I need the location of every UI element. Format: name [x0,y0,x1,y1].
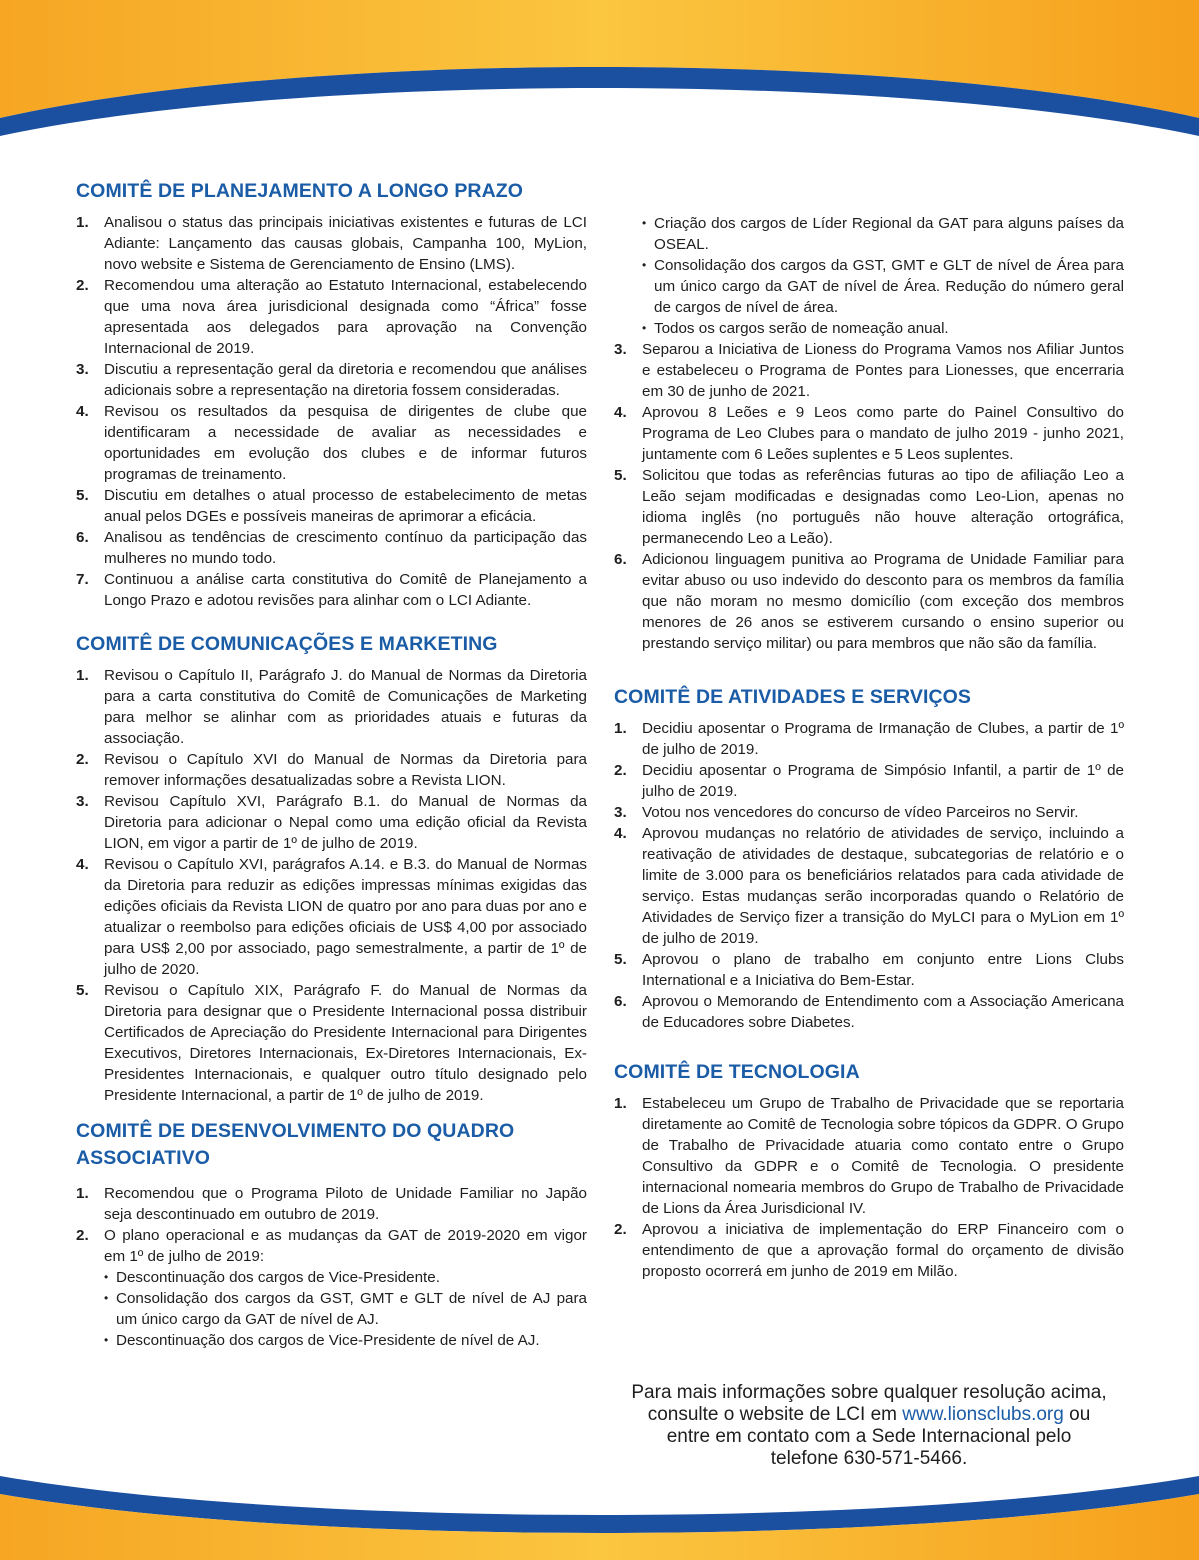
list-item [614,549,1124,654]
item-text: Decidiu aposentar o Programa de Irmanação de Clubes, a partir de 1º de julho de 2019. [642,720,1124,758]
item-number: 3. [76,793,89,810]
item-text: Recomendou que o Programa Piloto de Unidade Familiar no Japão seja descontinuado em outubro de 2019. [104,1185,587,1223]
item-text: Estabeleceu um Grupo de Trabalho de Privacidade que se reportaria diretamente ao Comitê de Tecnologia sobre tópicos da GDPR. O Grupo de Trabalho de Privacidade atuaria como contato entre o Grupo Consultivo da GDPR e o Comitê de Tecnologia. O presidente internacional nomearia membros do Grupo de Trabalho de Privacidade de Lions da Área Jurisdicional IV. [642,1095,1124,1217]
list-item [614,949,1124,991]
contact-line: Para mais informações sobre qualquer resolução acima, [631,1382,1107,1403]
list-item [76,212,587,275]
item-text: Recomendou uma alteração ao Estatuto Internacional, estabelecendo que uma nova área jurisdicional designada como “África” fosse apresentada aos delegados para aprovação na Convenção Internacional de 2019. [104,277,587,357]
item-number: 7. [76,571,89,588]
bullet-item: • Consolidação dos cargos da GST, GMT e GLT de nível de AJ para um único cargo da GAT de nível de AJ. [104,1288,587,1330]
bullet-item: • Criação dos cargos de Líder Regional da GAT para alguns países da OSEAL. [642,213,1124,255]
quadro-list [76,1183,587,1351]
item-number: 4. [76,856,89,873]
item-number: 5. [76,487,89,504]
item-number: 3. [614,804,627,821]
bullet-item: • Descontinuação dos cargos de Vice-Presidente. [104,1267,587,1288]
contact-text: consulte o website de LCI em [647,1404,903,1425]
item-number: 2. [76,751,89,768]
item-text: Analisou as tendências de crescimento contínuo da participação das mulheres no mundo todo. [104,529,587,567]
section-title-quadro: COMITÊ DE DESENVOLVIMENTO DO QUADRO ASSOCIATIVO [76,1120,515,1169]
list-item [76,1183,587,1225]
item-number: 2. [76,277,89,294]
item-text: Votou nos vencedores do concurso de vídeo Parceiros no Servir. [642,804,1079,821]
item-number: 4. [76,403,89,420]
item-text: Revisou Capítulo XVI, Parágrafo B.1. do Manual de Normas da Diretoria para adicionar o Nepal como uma edição oficial da Revista LION, em vigor a partir de 1º de julho de 2019. [104,793,587,852]
list-item [76,791,587,854]
item-text: Adicionou linguagem punitiva ao Programa de Unidade Familiar para evitar abuso ou uso indevido do desconto para os membros da família que não moram no mesmo domicílio (com exceção dos membros menores de 26 anos se estiverem cursando o ensino superior ou prestando serviço militar) ou para membros que não são da família. [642,551,1124,652]
quadro-bullets-left [104,1267,587,1351]
list-item [76,359,587,401]
list-item [614,1093,1124,1219]
list-item [614,1219,1124,1282]
item-text: Revisou os resultados da pesquisa de dirigentes de clube que identificaram a necessidade de avaliar as necessidades e oportunidades em evolução dos clubes e de informar futuros programas de treinamento. [104,403,587,483]
right-column [614,213,1124,1282]
item-text: Revisou o Capítulo II, Parágrafo J. do Manual de Normas da Diretoria para a carta constitutiva do Comitê de Comunicações de Marketing para melhor se alinhar com as prioridades atuais e futuras da associação. [104,667,587,747]
list-item [614,402,1124,465]
item-text: Aprovou o plano de trabalho em conjunto entre Lions Clubs International e a Iniciativa do Bem-Estar. [642,951,1124,989]
list-item [76,980,587,1106]
contact-line [614,1404,1124,1426]
bullet-item: • Todos os cargos serão de nomeação anual. [642,318,1124,339]
item-text: Aprovou mudanças no relatório de atividades de serviço, incluindo a reativação de atividades de destaque, subcategorias de relatório e o limite de 3.000 para os beneficiários relatados para cada atividade de serviço. Estas mudanças serão incorporadas quando o Relatório de Atividades de Serviço fizer a transição do MyLCI para o MyLion em 1º de julho de 2019. [642,825,1124,947]
item-number: 2. [614,1221,627,1238]
item-number: 1. [76,667,89,684]
list-item [76,401,587,485]
item-text: Decidiu aposentar o Programa de Simpósio Infantil, a partir de 1º de julho de 2019. [642,762,1124,800]
item-number: 6. [614,551,627,568]
item-text: Continuou a análise carta constitutiva do Comitê de Planejamento a Longo Prazo e adotou revisões para alinhar com o LCI Adiante. [104,571,587,609]
left-column [76,178,587,1351]
item-number: 5. [614,467,627,484]
tecnologia-list [614,1093,1124,1282]
item-number: 5. [614,951,627,968]
list-item [614,718,1124,760]
list-item [76,527,587,569]
item-number: 2. [76,1227,89,1244]
website-link[interactable]: www.lionsclubs.org [902,1404,1064,1425]
comunicacoes-list [76,665,587,1106]
contact-line: entre em contato com a Sede Internacional pelo [666,1426,1072,1447]
item-number: 1. [614,1095,627,1112]
item-number: 3. [76,361,89,378]
item-text: Separou a Iniciativa de Lioness do Programa Vamos nos Afiliar Juntos e estabeleceu o Programa de Pontes para Lionesses, que encerraria em 30 de junho de 2021. [642,341,1124,400]
list-item [76,749,587,791]
list-item [614,339,1124,402]
item-number: 4. [614,404,627,421]
bottom-decorative-band [0,1450,1199,1560]
item-text: Aprovou a iniciativa de implementação do ERP Financeiro com o entendimento de que a aprovação formal do orçamento de divisão proposto ocorrerá em junho de 2019 em Milão. [642,1221,1124,1280]
item-number: 4. [614,825,627,842]
list-item [614,823,1124,949]
item-text: O plano operacional e as mudanças da GAT de 2019-2020 em vigor em 1º de julho de 2019: [104,1227,587,1265]
atividades-list [614,718,1124,1033]
list-item [76,854,587,980]
list-item [76,1225,587,1351]
list-item [614,802,1124,823]
item-text: Discutiu a representação geral da diretoria e recomendou que análises adicionais sobre a representação na diretoria fossem consideradas. [104,361,587,399]
item-text: Solicitou que todas as referências futuras ao tipo de afiliação Leo a Leão sejam modificadas e designadas como Leo-Lion, apenas no idioma inglês (no português não houve alteração ortográfica, permanecendo Leo a Leão). [642,467,1124,547]
list-item [76,569,587,611]
quadro-list-continued [614,339,1124,654]
contact-line: telefone 630-571-5466. [770,1448,968,1469]
bullet-item: • Consolidação dos cargos da GST, GMT e GLT de nível de Área para um único cargo da GAT de nível de Área. Redução do número geral de cargos de nível de área. [642,255,1124,318]
item-text: Analisou o status das principais iniciativas existentes e futuras de LCI Adiante: Lançamento das causas globais, Campanha 100, MyLion, novo website e Sistema de Gerenciamento de Ensino (LMS). [104,214,587,273]
longo-prazo-list [76,212,587,611]
item-number: 1. [76,1185,89,1202]
item-number: 5. [76,982,89,999]
item-number: 3. [614,341,627,358]
list-item [614,991,1124,1033]
list-item [76,275,587,359]
item-text: Revisou o Capítulo XIX, Parágrafo F. do Manual de Normas da Diretoria para designar que o Presidente Internacional possa distribuir Certificados de Apreciação do Presidente Internacional para Dirigentes Executivos, Diretores Internacionais, Ex-Diretores Internacionais, Ex-Presidentes Internacionais, e qualquer outro título designado pelo Presidente Internacional, a partir de 1º de julho de 2019. [104,982,587,1104]
section-title-tecnologia: COMITÊ DE TECNOLOGIA [614,1061,860,1083]
item-number: 1. [76,214,89,231]
item-text: Revisou o Capítulo XVI, parágrafos A.14. e B.3. do Manual de Normas da Diretoria para reduzir as edições impressas mínimas exigidas das edições oficiais da Revista LION de quatro por ano para duas por ano e atualizar o reembolso para edições oficiais de US$ 4,00 por associado para US$ 2,00 por associado, pago semestralmente, a partir de 1º de julho de 2020. [104,856,587,978]
bullet-item: • Descontinuação dos cargos de Vice-Presidente de nível de AJ. [104,1330,587,1351]
section-title-atividades: COMITÊ DE ATIVIDADES E SERVIÇOS [614,686,972,708]
list-item [614,760,1124,802]
item-text: Aprovou o Memorando de Entendimento com a Associação Americana de Educadores sobre Diabetes. [642,993,1124,1031]
item-text: Discutiu em detalhes o atual processo de estabelecimento de metas anual pelos DGEs e possíveis maneiras de aprimorar a eficácia. [104,487,587,525]
list-item [76,665,587,749]
item-number: 6. [76,529,89,546]
item-text: Revisou o Capítulo XVI do Manual de Normas da Diretoria para remover informações desatualizadas sobre a Revista LION. [104,751,587,789]
list-item [76,485,587,527]
quadro-bullets-right [614,213,1124,339]
list-item [614,465,1124,549]
top-decorative-band [0,0,1199,140]
item-number: 6. [614,993,627,1010]
section-title-comunicacoes: COMITÊ DE COMUNICAÇÕES E MARKETING [76,633,498,655]
item-number: 2. [614,762,627,779]
item-number: 1. [614,720,627,737]
section-title-longo-prazo: COMITÊ DE PLANEJAMENTO A LONGO PRAZO [76,180,524,202]
item-text: Aprovou 8 Leões e 9 Leos como parte do Painel Consultivo do Programa de Leo Clubes para o mandato de julho 2019 - junho 2021, juntamente com 6 Leões suplentes e 5 Leos suplentes. [642,404,1124,463]
contact-text: ou [1063,1404,1091,1425]
